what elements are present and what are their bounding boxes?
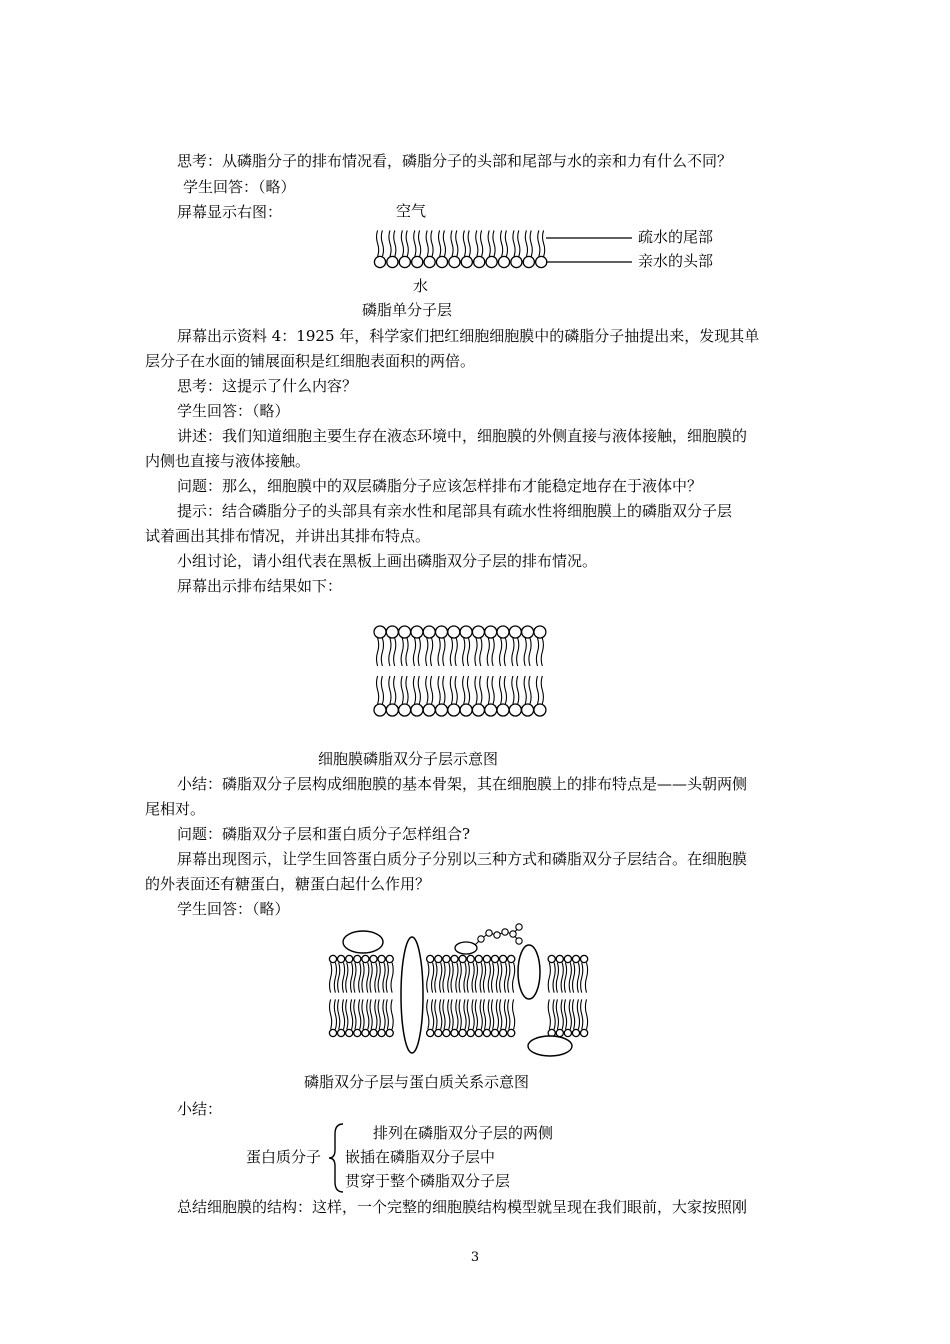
figure-caption: 细胞膜磷脂双分子层示意图 (318, 750, 499, 768)
paragraph-line: 屏幕出现图示，让学生回答蛋白质分子分别以三种方式和磷脂双分子层结合。在细胞膜 (177, 850, 748, 868)
paragraph-line: 思考：从磷脂分子的排布情况看，磷脂分子的头部和尾部与水的亲和力有什么不同？ (177, 152, 733, 170)
paragraph-line: 思考：这提示了什么内容？ (177, 377, 358, 395)
paragraph-line: 内侧也直接与液体接触。 (145, 452, 311, 470)
brace-icon (327, 1122, 347, 1194)
paragraph-line: 试着画出其排布情况，并讲出其排布特点。 (145, 527, 431, 545)
summary-item: 嵌插在磷脂双分子层中 (345, 1148, 496, 1166)
paragraph-line: 屏幕出示资料 4：1925 年，科学家们把红细胞细胞膜中的磷脂分子抽提出来，发现其单 (177, 327, 760, 345)
paragraph-line: 的外表面还有糖蛋白，糖蛋白起什么作用？ (145, 875, 431, 893)
figure-caption: 磷脂双分子层与蛋白质关系示意图 (304, 1073, 530, 1091)
paragraph-line: 问题：磷脂双分子层和蛋白质分子怎样组合? (177, 825, 471, 843)
air-label: 空气 (396, 202, 427, 220)
membrane-protein-diagram (325, 915, 595, 1060)
water-label: 水 (413, 277, 429, 295)
paragraph-line: 小组讨论，请小组代表在黑板上画出磷脂双分子层的排布情况。 (177, 552, 598, 570)
paragraph-line: 学生回答：（略） (183, 178, 296, 196)
paragraph-line: 讲述：我们知道细胞主要生存在液态环境中，细胞膜的外侧直接与液体接触，细胞膜的 (177, 427, 748, 445)
summary-item: 贯穿于整个磷脂双分子层 (345, 1172, 511, 1190)
page-number: 3 (470, 1250, 480, 1265)
paragraph-line: 屏幕显示右图： (177, 203, 283, 221)
paragraph-line: 总结细胞膜的结构：这样，一个完整的细胞膜结构模型就呈现在我们眼前，大家按照刚 (177, 1198, 748, 1216)
paragraph-line: 小结： (177, 1100, 223, 1118)
paragraph-line: 问题：那么，细胞膜中的双层磷脂分子应该怎样排布才能稳定地存在于液体中？ (177, 477, 703, 495)
bilayer-diagram (370, 622, 550, 722)
tail-label: 疏水的尾部 (638, 228, 714, 246)
paragraph-line: 提示：结合磷脂分子的头部具有亲水性和尾部具有疏水性将细胞膜上的磷脂双分子层 (177, 502, 733, 520)
paragraph-line: 层分子在水面的铺展面积是红细胞表面积的两倍。 (145, 352, 476, 370)
figure-caption: 磷脂单分子层 (362, 301, 453, 319)
paragraph-line: 学生回答：（略） (177, 402, 290, 420)
summary-item: 排列在磷脂双分子层的两侧 (373, 1124, 554, 1142)
paragraph-line: 小结：磷脂双分子层构成细胞膜的基本骨架，其在细胞膜上的排布特点是——头朝两侧 (177, 775, 748, 793)
protein-summary-label: 蛋白质分子 (246, 1148, 322, 1166)
head-label: 亲水的头部 (638, 252, 714, 270)
paragraph-line: 尾相对。 (145, 800, 206, 818)
paragraph-line: 屏幕出示排布结果如下： (177, 577, 343, 595)
paragraph-line: 学生回答：（略） (177, 900, 290, 918)
monolayer-diagram (370, 224, 630, 274)
